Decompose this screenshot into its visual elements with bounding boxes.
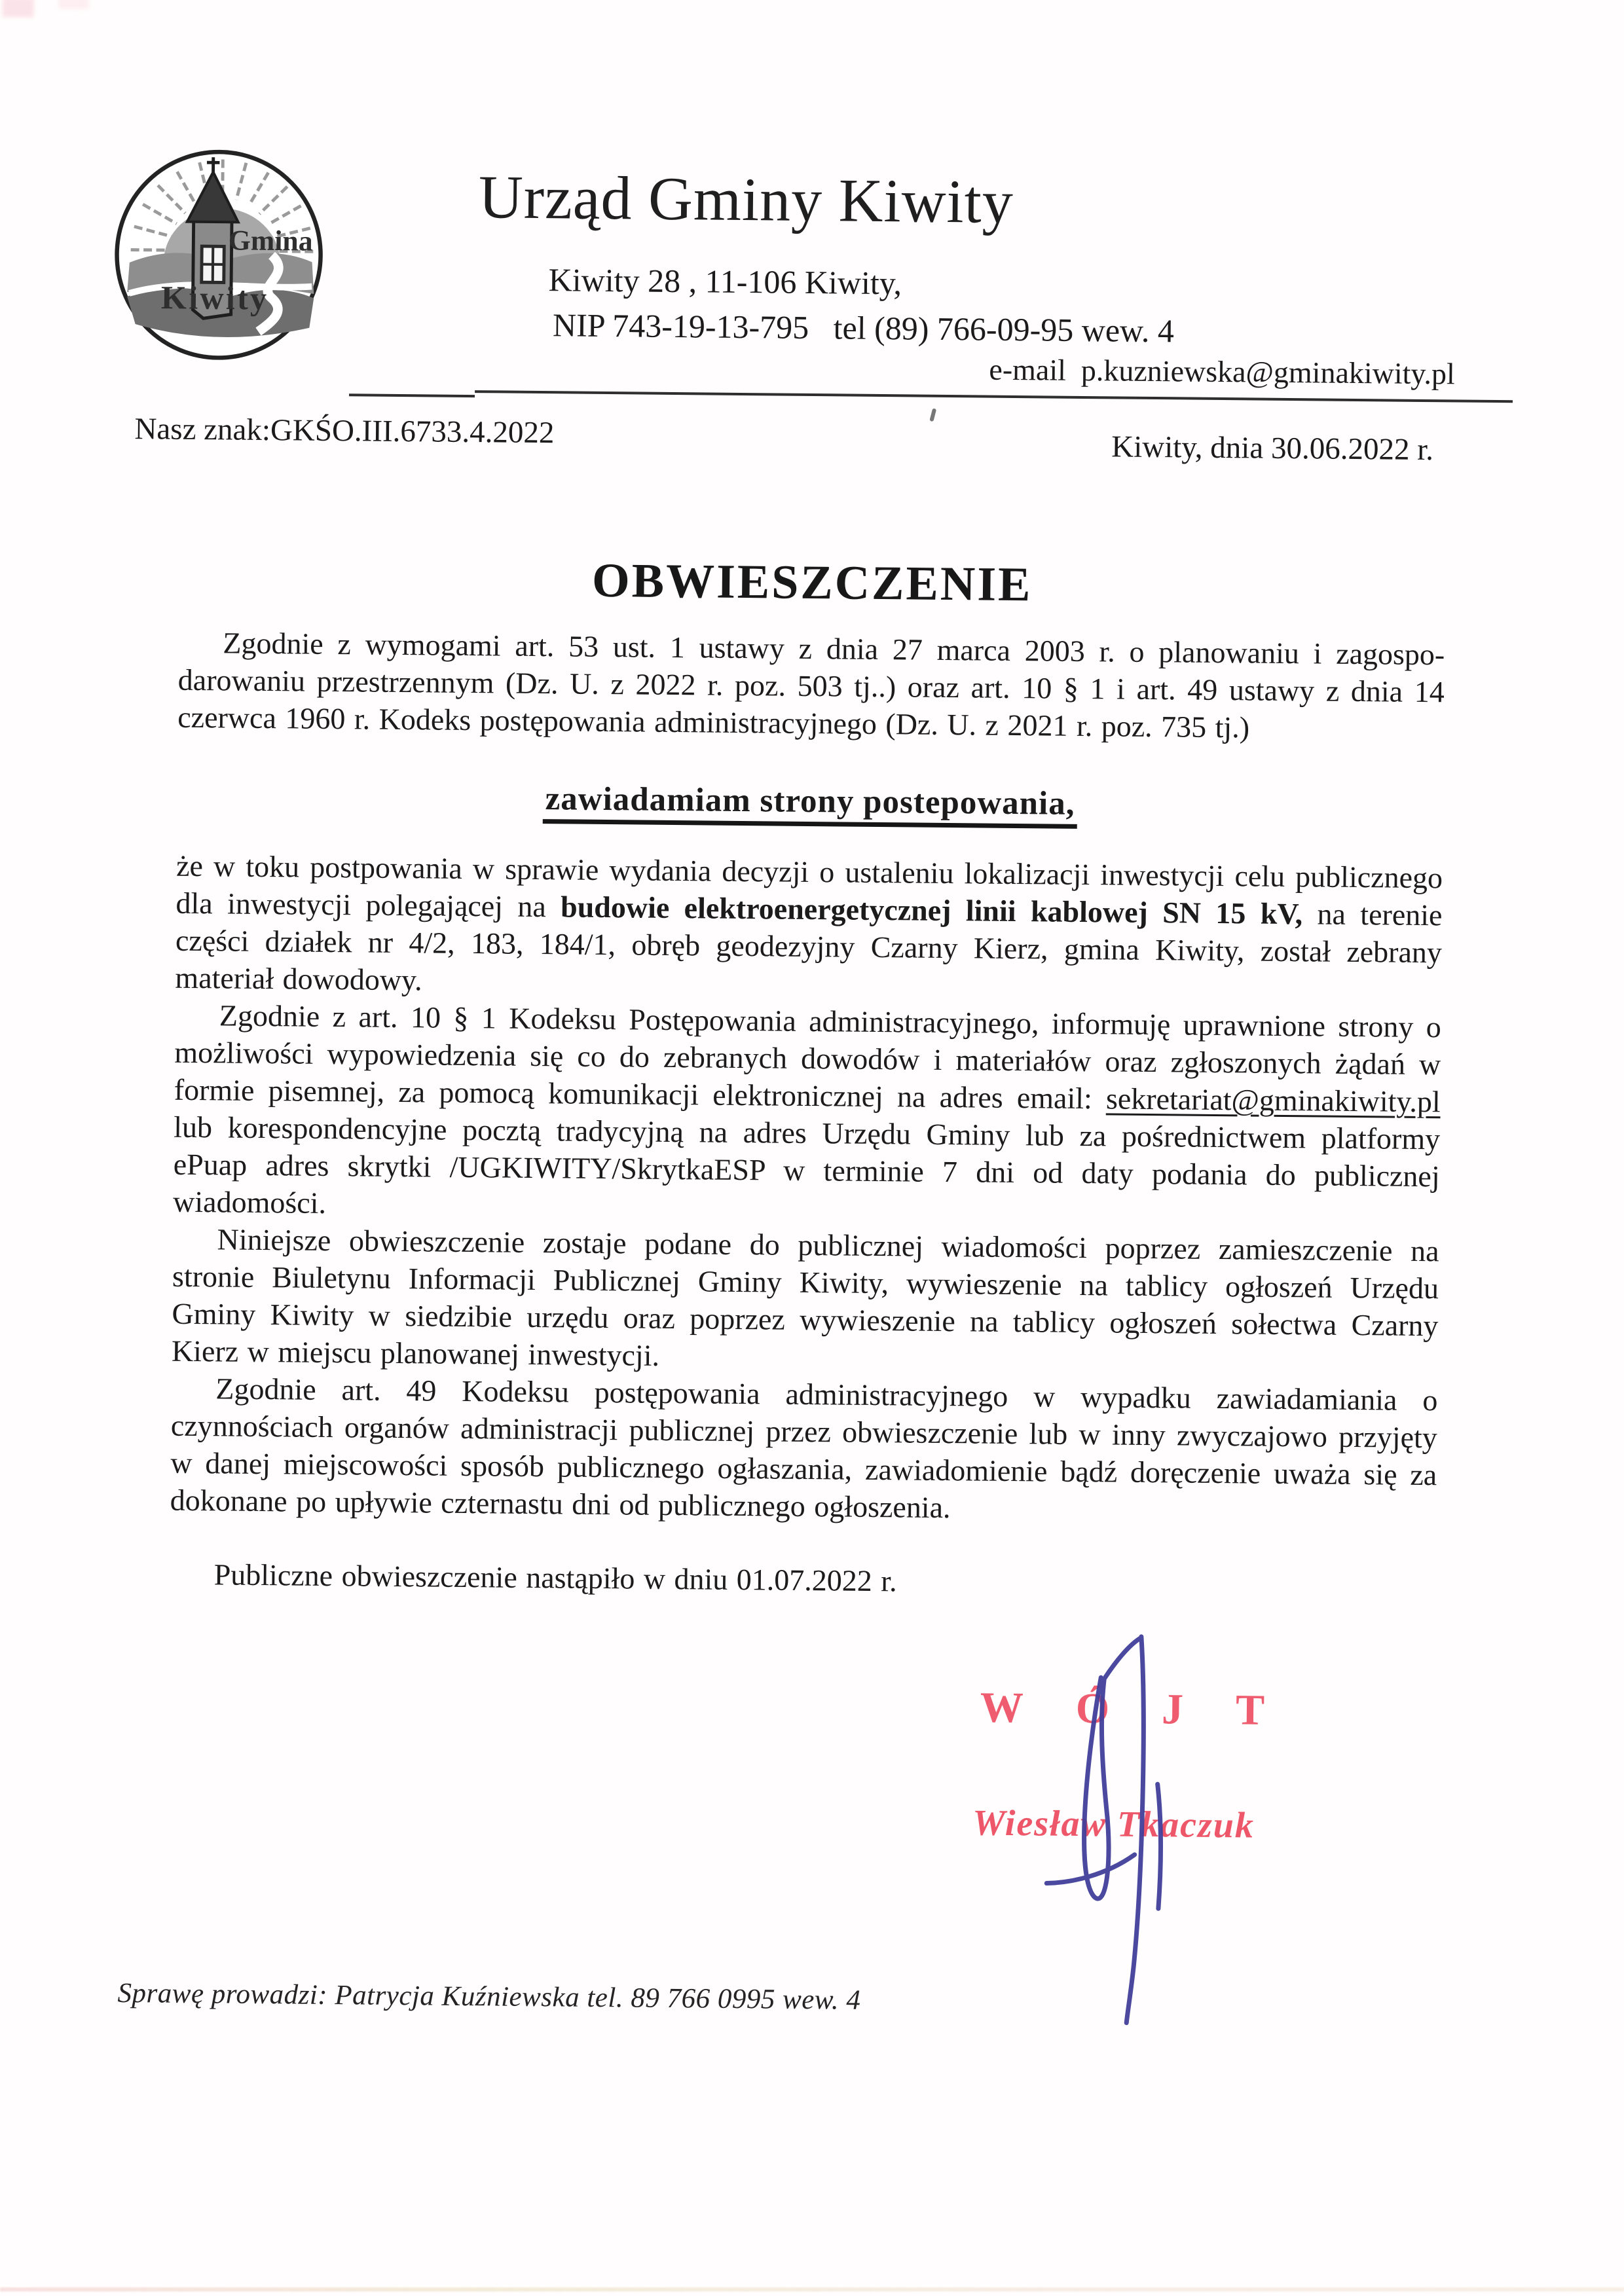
- gmina-kiwity-crest: [109, 148, 329, 362]
- text-segment: Zgodnie z art. 10 § 1 Kodeksu Postępowania administracyjnego, informuję uprawnione strony o możliwości wypowiedzenia się co do zebranych dowodów i materiałów oraz zgłoszonych żądań w formie pisemnej, za pomocą komunikacji elektronicznej na adres email:: [174, 998, 1442, 1116]
- stamp-name: Wiesław Tkaczuk: [972, 1802, 1255, 1846]
- document-subtitle: zawiadamiam strony postepowania,: [177, 776, 1443, 827]
- org-name: Urząd Gminy Kiwity: [478, 163, 1014, 236]
- email-line: e-mail p.kuzniewska@gminakiwity.pl: [989, 352, 1455, 391]
- text-segment: budowie elektroenergetycznej linii kablowej SN 15 kV,: [560, 890, 1303, 931]
- address-line-1: Kiwity 28 , 11-106 Kiwity,: [548, 261, 902, 302]
- text-segment: Publiczne obwieszczenie nastąpiło w dniu 01.07.2022 r.: [213, 1558, 897, 1598]
- place-and-date: Kiwity, dnia 30.06.2022 r.: [1111, 429, 1434, 467]
- scan-edge-artifact: [0, 2287, 1624, 2291]
- scan-artifact: [59, 0, 89, 9]
- email-text: sekretariat@gminakiwity.pl: [1105, 1082, 1441, 1119]
- paragraph: [175, 847, 1443, 1009]
- scan-artifact: [3, 0, 34, 18]
- crest-text-kiwity: Kiwity: [160, 279, 269, 317]
- crest-text-gmina: Gmina: [228, 225, 313, 257]
- text-segment: Niniejsze obwieszczenie zostaje podane do publicznej wiadomości poprzez zamieszczenie na stronie Biuletynu Informacji Publicznej Gminy Kiwity, wywieszenie na tablicy ogłoszeń Urzędu Gminy Kiwity w siedzibie urzędu oraz poprzez wywieszenie na tablicy ogłoszeń sołectwa Czarny Kierz w miejscu planowanej inwestycji.: [171, 1222, 1439, 1372]
- text-segment: że w toku postpowania w sprawie wydania decyzji o ustaleniu lokalizacji inwestycji celu publicznego dla inwestycji polegającej na: [175, 848, 1443, 924]
- handwritten-signature: [1005, 1599, 1206, 2060]
- address-line-2: NIP 743-19-13-795 tel (89) 766-09-95 wew. 4: [552, 306, 1175, 350]
- intro-paragraph: [177, 624, 1445, 748]
- paragraph: [177, 624, 1445, 748]
- text-segment: na terenie części działek nr 4/2, 183, 184/1, obręb geodezyjny Czarny Kierz, gmina Kiwity, został zebrany materiał dowodowy.: [175, 897, 1443, 997]
- text-segment: Zgodnie z wymogami art. 53 ust. 1 ustawy z dnia 27 marca 2003 r. o planowaniu i zagospodarowaniu przestrzennym (Dz. U. z 2022 r. poz. 503 tj..) oraz art. 10 § 1 i art. 49 ustawy z dnia 14 czerwca 1960 r. Kodeks postępowania administracyjnego (Dz. U. z 2021 r. poz. 735 tj.): [177, 626, 1445, 744]
- document-body: [169, 547, 1445, 1605]
- document-paragraphs: [169, 847, 1443, 1605]
- header-rule-short: [349, 393, 475, 397]
- text-segment: lub korespondencyjne pocztą tradycyjną na adres Urzędu Gminy lub za pośrednictwem platformy ePuap adres skrytki /UGKIWITY/SkrytkaESP w terminie 7 dni od daty podania do publicznej wiadomości.: [172, 1110, 1441, 1220]
- paragraph: [173, 996, 1441, 1233]
- stamp-title: WÓJT: [980, 1683, 1318, 1735]
- paragraph: [172, 1220, 1439, 1382]
- text-segment: Zgodnie art. 49 Kodeksu postępowania administracyjnego w wypadku zawiadamiania o czynnościach organów administracji publicznej przez obwieszczenie lub w inny zwyczajowo przyjęty w danej miejscowości sposób publicznego ogłaszania, zawiadomienie bądź doręczenie uważa się za dokonane po upływie czternastu dni od publicznego ogłoszenia.: [170, 1372, 1438, 1525]
- case-officer-note: Sprawę prowadzi: Patrycja Kuźniewska tel. 89 766 0995 wew. 4: [117, 1977, 861, 2016]
- paragraph: [169, 1556, 1435, 1605]
- scan-speck: [929, 408, 936, 422]
- document-title: OBWIESZCZENIE: [591, 553, 1033, 612]
- paragraph: [170, 1370, 1438, 1531]
- reference-number: Nasz znak:GKŚO.III.6733.4.2022: [134, 412, 555, 450]
- header-rule-long: [475, 390, 1513, 403]
